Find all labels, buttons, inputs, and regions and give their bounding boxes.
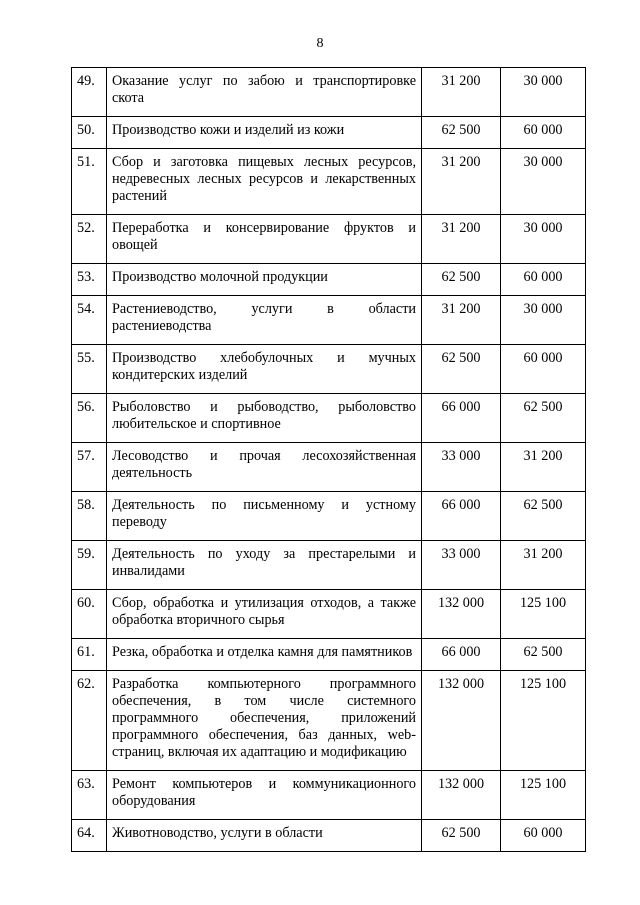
amount-1: 33 000 <box>422 541 501 590</box>
amount-1: 31 200 <box>422 215 501 264</box>
table-row <box>72 345 586 394</box>
amount-1: 66 000 <box>422 492 501 541</box>
table-row <box>72 771 586 820</box>
table-row <box>72 117 586 149</box>
amount-2: 60 000 <box>501 345 586 394</box>
amount-1: 132 000 <box>422 771 501 820</box>
amount-1: 62 500 <box>422 264 501 296</box>
amount-1: 66 000 <box>422 639 501 671</box>
activity-name: Ремонт компьютеров и коммуникационного оборудования <box>107 771 422 820</box>
table-row <box>72 394 586 443</box>
amount-2: 125 100 <box>501 671 586 771</box>
amount-1: 132 000 <box>422 590 501 639</box>
amount-2: 30 000 <box>501 68 586 117</box>
table-row <box>72 149 586 215</box>
amount-1: 33 000 <box>422 443 501 492</box>
amount-2: 62 500 <box>501 639 586 671</box>
activity-name: Деятельность по уходу за престарелыми и инвалидами <box>107 541 422 590</box>
amount-2: 125 100 <box>501 771 586 820</box>
activity-name: Лесоводство и прочая лесохозяйственная деятельность <box>107 443 422 492</box>
amount-1: 66 000 <box>422 394 501 443</box>
amount-1: 62 500 <box>422 820 501 852</box>
amount-2: 60 000 <box>501 820 586 852</box>
table-row <box>72 296 586 345</box>
row-number: 63. <box>72 771 107 820</box>
amount-1: 62 500 <box>422 117 501 149</box>
row-number: 60. <box>72 590 107 639</box>
activity-name: Сбор, обработка и утилизация отходов, а также обработка вторичного сырья <box>107 590 422 639</box>
amount-1: 31 200 <box>422 149 501 215</box>
amount-2: 60 000 <box>501 264 586 296</box>
amount-2: 62 500 <box>501 394 586 443</box>
table-row <box>72 639 586 671</box>
row-number: 56. <box>72 394 107 443</box>
row-number: 52. <box>72 215 107 264</box>
amount-1: 132 000 <box>422 671 501 771</box>
activity-name: Разработка компьютерного программного обеспечения, в том числе системного программного обеспечения, приложений программного обеспечения, баз данных, web-страниц, включая их адаптацию и модификацию <box>107 671 422 771</box>
amount-2: 30 000 <box>501 215 586 264</box>
amount-2: 30 000 <box>501 296 586 345</box>
amount-2: 125 100 <box>501 590 586 639</box>
table-row <box>72 671 586 771</box>
table-row <box>72 492 586 541</box>
activity-name: Сбор и заготовка пищевых лесных ресурсов, недревесных лесных ресурсов и лекарственных растений <box>107 149 422 215</box>
activity-name: Деятельность по письменному и устному переводу <box>107 492 422 541</box>
row-number: 51. <box>72 149 107 215</box>
row-number: 64. <box>72 820 107 852</box>
amount-2: 31 200 <box>501 541 586 590</box>
amount-2: 31 200 <box>501 443 586 492</box>
row-number: 62. <box>72 671 107 771</box>
table-row <box>72 590 586 639</box>
activity-name: Производство кожи и изделий из кожи <box>107 117 422 149</box>
table-row <box>72 68 586 117</box>
table-row <box>72 264 586 296</box>
table-row <box>72 820 586 852</box>
activity-name: Рыболовство и рыбоводство, рыболовство любительское и спортивное <box>107 394 422 443</box>
activity-name: Переработка и консервирование фруктов и овощей <box>107 215 422 264</box>
activity-table <box>71 67 586 852</box>
activity-name: Производство хлебобулочных и мучных кондитерских изделий <box>107 345 422 394</box>
table-row <box>72 541 586 590</box>
row-number: 61. <box>72 639 107 671</box>
activity-name: Животноводство, услуги в области <box>107 820 422 852</box>
amount-2: 60 000 <box>501 117 586 149</box>
amount-1: 31 200 <box>422 68 501 117</box>
amount-1: 62 500 <box>422 345 501 394</box>
page-number: 8 <box>316 36 324 51</box>
amount-2: 30 000 <box>501 149 586 215</box>
activity-name: Резка, обработка и отделка камня для памятников <box>107 639 422 671</box>
row-number: 57. <box>72 443 107 492</box>
row-number: 55. <box>72 345 107 394</box>
table-row <box>72 443 586 492</box>
row-number: 50. <box>72 117 107 149</box>
row-number: 58. <box>72 492 107 541</box>
activity-name: Производство молочной продукции <box>107 264 422 296</box>
table-row <box>72 215 586 264</box>
row-number: 49. <box>72 68 107 117</box>
row-number: 54. <box>72 296 107 345</box>
amount-1: 31 200 <box>422 296 501 345</box>
activity-name: Растениеводство, услуги в области растениеводства <box>107 296 422 345</box>
row-number: 53. <box>72 264 107 296</box>
activity-name: Оказание услуг по забою и транспортировке скота <box>107 68 422 117</box>
amount-2: 62 500 <box>501 492 586 541</box>
row-number: 59. <box>72 541 107 590</box>
